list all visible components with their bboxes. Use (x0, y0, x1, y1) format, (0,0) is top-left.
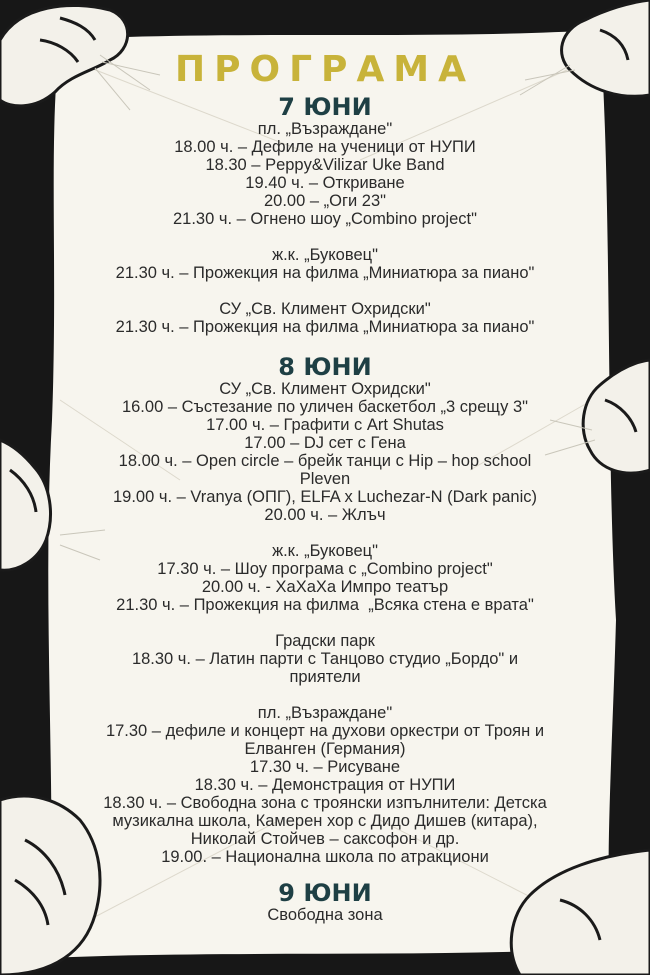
venue: Градски парк (275, 632, 375, 650)
program-title: ПРОГРАМА (175, 49, 475, 90)
event-line: 19.00. – Национална школа по атракциони (161, 848, 489, 866)
event-line: музикална школа, Камерен хор с Дидо Дишев (китара), (112, 812, 538, 830)
event-line: 21.30 ч. – Прожекция на филма „Всяка стена е врата" (116, 596, 534, 614)
event-line: 20.00 – „Оги 23" (264, 192, 386, 210)
event-line: 18.30 – Peppy&Vilizar Uke Band (205, 156, 445, 174)
event-line: 20.00 ч. - ХаХаХа Импро театър (201, 578, 449, 596)
event-line: 21.30 ч. – Прожекция на филма „Миниатюра за пиано" (115, 318, 535, 336)
event-line: Свободна зона (267, 906, 383, 924)
venue: пл. „Възраждане" (257, 120, 393, 138)
program-content (40, 50, 610, 924)
venue: ж.к. „Буковец" (272, 542, 378, 560)
venue: ж.к. „Буковец" (272, 246, 378, 264)
event-line: 21.30 ч. – Прожекция на филма „Миниатюра за пиано" (115, 264, 535, 282)
event-line: 17.30 ч. – Шоу програма с „Combino project" (157, 560, 493, 578)
day-heading: 9 ЮНИ (278, 879, 372, 907)
event-line: 18.00 ч. – Дефиле на ученици от НУПИ (174, 138, 476, 156)
venue: СУ „Св. Климент Охридски" (219, 380, 431, 398)
event-line: 18.30 ч. – Латин парти с Танцово студио „Бордо" и (131, 650, 519, 668)
event-line: 21.30 ч. – Огнено шоу „Combino project" (173, 210, 477, 228)
event-line: 18.30 ч. – Демонстрация от НУПИ (194, 776, 456, 794)
venue: СУ „Св. Климент Охридски" (219, 300, 431, 318)
event-line: приятели (289, 668, 361, 686)
event-line: 17.00 – DJ сет с Гена (244, 434, 406, 452)
day-heading: 8 ЮНИ (278, 353, 372, 381)
event-line: Pleven (299, 470, 351, 488)
event-line: 19.40 ч. – Откриване (245, 174, 405, 192)
event-line: Николай Стойчев – саксофон и др. (190, 830, 460, 848)
venue: пл. „Възраждане" (257, 704, 393, 722)
event-line: 20.00 ч. – Жлъч (264, 506, 386, 524)
event-line: Елванген (Германия) (244, 740, 406, 758)
day-heading: 7 ЮНИ (278, 93, 372, 121)
event-line: 19.00 ч. – Vranya (ОПГ), ELFA x Luchezar-N (Dark panic) (112, 488, 538, 506)
event-line: 17.00 ч. – Графити с Art Shutas (206, 416, 444, 434)
event-line: 18.00 ч. – Open circle – брейк танци с Hip – hop school (118, 452, 532, 470)
event-line: 16.00 – Състезание по уличен баскетбол „3 срещу 3" (121, 398, 529, 416)
event-line: 18.30 ч. – Свободна зона с троянски изпълнители: Детска (103, 794, 547, 812)
event-line: 17.30 ч. – Рисуване (249, 758, 401, 776)
event-line: 17.30 – дефиле и концерт на духови оркестри от Троян и (105, 722, 545, 740)
